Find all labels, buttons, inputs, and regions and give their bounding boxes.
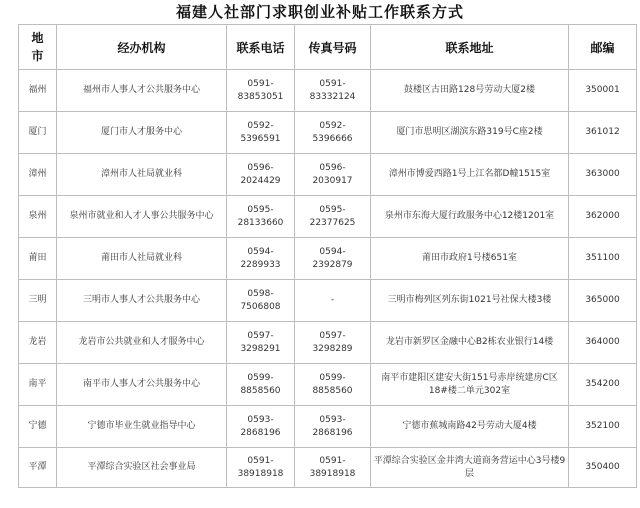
agency-cell xyxy=(57,112,227,154)
city-cell xyxy=(19,280,57,322)
address-cell xyxy=(371,154,569,196)
table-row xyxy=(19,364,637,406)
city-text: 漳州 xyxy=(28,169,47,179)
phone-text: 2289933 xyxy=(240,259,281,270)
zip-cell xyxy=(569,448,637,488)
phone-cell xyxy=(227,112,295,154)
table-row xyxy=(19,154,637,196)
zip-text: 363000 xyxy=(585,169,620,179)
address-cell xyxy=(371,322,569,364)
zip-text: 365000 xyxy=(585,295,620,305)
agency-text: 莆田市人社局就业科 xyxy=(100,253,182,263)
fax-text: 2868196 xyxy=(312,427,353,438)
fax-cell xyxy=(295,238,371,280)
address-cell xyxy=(371,70,569,112)
zip-cell xyxy=(569,406,637,448)
fax-text: 0592- xyxy=(319,120,346,131)
fax-text: 38918918 xyxy=(309,468,356,479)
zip-cell xyxy=(569,238,637,280)
phone-cell xyxy=(227,154,295,196)
fax-text: 0594- xyxy=(319,246,346,257)
header-address: 联系地址 xyxy=(371,25,569,70)
zip-cell xyxy=(569,280,637,322)
agency-cell xyxy=(57,280,227,322)
city-text: 宁德 xyxy=(28,421,47,431)
address-text: 三明市梅列区列东街1021号社保大楼3楼 xyxy=(387,295,552,305)
zip-cell xyxy=(569,364,637,406)
fax-text: 2392879 xyxy=(312,259,353,270)
header-phone: 联系电话 xyxy=(227,25,295,70)
fax-text: 83332124 xyxy=(309,91,356,102)
agency-cell xyxy=(57,322,227,364)
fax-text: 0591- xyxy=(319,455,346,466)
city-text: 泉州 xyxy=(28,211,47,221)
fax-cell xyxy=(295,70,371,112)
city-text: 福州 xyxy=(28,85,47,95)
fax-cell xyxy=(295,406,371,448)
phone-text: 38918918 xyxy=(237,468,284,479)
agency-text: 南平市人事人才公共服务中心 xyxy=(82,379,200,389)
agency-text: 漳州市人社局就业科 xyxy=(100,169,182,179)
city-cell xyxy=(19,364,57,406)
zip-cell xyxy=(569,322,637,364)
table-row xyxy=(19,70,637,112)
address-cell xyxy=(371,238,569,280)
phone-text: 0591- xyxy=(247,78,274,89)
fax-cell xyxy=(295,154,371,196)
agency-cell xyxy=(57,70,227,112)
address-cell xyxy=(371,406,569,448)
header-city-line2: 市 xyxy=(31,49,44,63)
phone-text: 7506808 xyxy=(240,301,281,312)
page-title: 福建人社部门求职创业补贴工作联系方式 xyxy=(175,3,464,21)
city-cell xyxy=(19,154,57,196)
phone-text: 2868196 xyxy=(240,427,281,438)
phone-text: 0598- xyxy=(247,288,274,299)
agency-text: 福州市人事人才公共服务中心 xyxy=(82,85,200,95)
table-row xyxy=(19,238,637,280)
city-text: 南平 xyxy=(28,379,47,389)
header-zip: 邮编 xyxy=(569,25,637,70)
table-row xyxy=(19,322,637,364)
zip-text: 354200 xyxy=(585,379,620,389)
city-text: 莆田 xyxy=(28,253,47,263)
address-text: 宁德市蕉城南路42号劳动大厦4楼 xyxy=(402,421,537,431)
fax-text: 8858560 xyxy=(312,385,353,396)
fax-text: 0591- xyxy=(319,78,346,89)
phone-text: 0594- xyxy=(247,246,274,257)
table-row xyxy=(19,406,637,448)
city-cell xyxy=(19,448,57,488)
fax-cell xyxy=(295,322,371,364)
phone-cell xyxy=(227,280,295,322)
zip-text: 350001 xyxy=(585,85,620,95)
fax-text: 0599- xyxy=(319,372,346,383)
phone-text: 0596- xyxy=(247,162,274,173)
table-row xyxy=(19,448,637,488)
phone-text: 5396591 xyxy=(240,133,281,144)
phone-text: 3298291 xyxy=(240,343,281,354)
phone-cell xyxy=(227,322,295,364)
table-row xyxy=(19,280,637,322)
agency-text: 泉州市就业和人才人事公共服务中心 xyxy=(69,211,214,221)
header-city xyxy=(19,25,57,70)
table-header-row xyxy=(19,25,637,70)
zip-text: 351100 xyxy=(585,253,620,263)
table-body xyxy=(19,70,637,488)
zip-cell xyxy=(569,196,637,238)
city-text: 龙岩 xyxy=(28,337,47,347)
address-text: 南平市建阳区建安大街151号赤岸统建房C区18#楼二单元302室 xyxy=(381,372,558,396)
agency-cell xyxy=(57,238,227,280)
city-text: 平潭 xyxy=(28,462,47,472)
agency-text: 三明市人事人才公共服务中心 xyxy=(82,295,200,305)
agency-text: 龙岩市公共就业和人才服务中心 xyxy=(78,337,205,347)
city-text: 厦门 xyxy=(28,127,47,137)
address-text: 泉州市东海大厦行政服务中心12楼1201室 xyxy=(384,211,555,221)
phone-text: 0592- xyxy=(247,120,274,131)
fax-text: 3298289 xyxy=(312,343,353,354)
agency-text: 宁德市毕业生就业指导中心 xyxy=(87,421,196,431)
phone-text: 0593- xyxy=(247,414,274,425)
city-text: 三明 xyxy=(28,295,47,305)
address-text: 漳州市博爱西路1号上江名都D幢1515室 xyxy=(388,169,551,179)
fax-text: 0593- xyxy=(319,414,346,425)
city-cell xyxy=(19,322,57,364)
agency-cell xyxy=(57,154,227,196)
phone-text: 83853051 xyxy=(237,91,284,102)
city-cell xyxy=(19,238,57,280)
address-cell xyxy=(371,280,569,322)
address-text: 龙岩市新罗区金融中心B2栋农业银行14楼 xyxy=(385,337,554,347)
agency-text: 平潭综合实验区社会事业局 xyxy=(87,462,196,472)
fax-text: 0596- xyxy=(319,162,346,173)
header-city-line1: 地 xyxy=(31,31,44,45)
fax-cell xyxy=(295,448,371,488)
phone-cell xyxy=(227,238,295,280)
fax-cell xyxy=(295,280,371,322)
city-cell xyxy=(19,112,57,154)
phone-cell xyxy=(227,70,295,112)
phone-text: 0595- xyxy=(247,204,274,215)
address-text: 厦门市思明区湖滨东路319号C座2楼 xyxy=(396,127,543,137)
zip-cell xyxy=(569,154,637,196)
header-fax: 传真号码 xyxy=(295,25,371,70)
address-text: 莆田市政府1号楼651室 xyxy=(422,253,517,263)
phone-text: 0591- xyxy=(247,455,274,466)
contact-table xyxy=(18,24,637,488)
phone-cell xyxy=(227,364,295,406)
phone-cell xyxy=(227,448,295,488)
address-cell xyxy=(371,112,569,154)
zip-text: 352100 xyxy=(585,421,620,431)
address-cell xyxy=(371,364,569,406)
phone-text: 2024429 xyxy=(240,175,281,186)
fax-text: 0595- xyxy=(319,204,346,215)
address-text: 鼓楼区古田路128号劳动大厦2楼 xyxy=(404,85,535,95)
zip-text: 362000 xyxy=(585,211,620,221)
fax-cell xyxy=(295,364,371,406)
phone-text: 8858560 xyxy=(240,385,281,396)
phone-cell xyxy=(227,196,295,238)
city-cell xyxy=(19,196,57,238)
city-cell xyxy=(19,70,57,112)
fax-text: 2030917 xyxy=(312,175,353,186)
fax-text: 0597- xyxy=(319,330,346,341)
address-cell xyxy=(371,196,569,238)
address-cell xyxy=(371,448,569,488)
zip-text: 361012 xyxy=(585,127,620,137)
zip-text: 364000 xyxy=(585,337,620,347)
agency-cell xyxy=(57,406,227,448)
phone-cell xyxy=(227,406,295,448)
agency-text: 厦门市人才服务中心 xyxy=(100,127,182,137)
phone-text: 0599- xyxy=(247,372,274,383)
fax-text: 22377625 xyxy=(309,217,356,228)
table-row xyxy=(19,112,637,154)
agency-cell xyxy=(57,196,227,238)
zip-cell xyxy=(569,112,637,154)
agency-cell xyxy=(57,448,227,488)
fax-text: 5396666 xyxy=(312,133,353,144)
fax-cell xyxy=(295,196,371,238)
phone-text: 0597- xyxy=(247,330,274,341)
fax-text: - xyxy=(330,295,335,305)
table-row xyxy=(19,196,637,238)
city-cell xyxy=(19,406,57,448)
agency-cell xyxy=(57,364,227,406)
zip-cell xyxy=(569,70,637,112)
zip-text: 350400 xyxy=(585,462,620,472)
fax-cell xyxy=(295,112,371,154)
header-agency: 经办机构 xyxy=(57,25,227,70)
address-text: 平潭综合实验区金井湾大道商务营运中心3号楼9层 xyxy=(373,455,566,479)
phone-text: 28133660 xyxy=(237,217,284,228)
